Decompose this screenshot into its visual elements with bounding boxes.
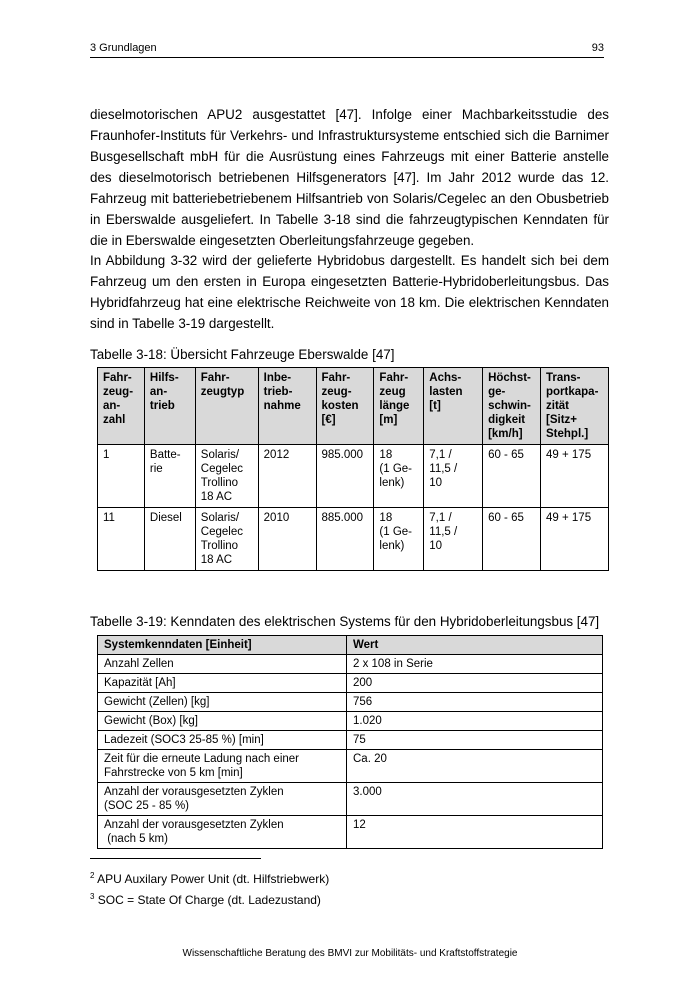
electrical-system-table	[97, 635, 603, 849]
table-row	[98, 712, 603, 731]
table-cell: 3.000	[347, 783, 603, 816]
chapter-title: 3 Grundlagen	[90, 42, 157, 54]
table-row	[98, 655, 603, 674]
table1-header-cell: Inbe- trieb- nahme	[258, 368, 316, 445]
table-cell: Batte- rie	[144, 445, 195, 508]
table-cell: 60 - 65	[483, 445, 541, 508]
table-cell: Kapazität [Ah]	[98, 674, 347, 693]
table-cell: 60 - 65	[483, 508, 541, 571]
footnote-3	[90, 893, 321, 907]
table-row	[98, 508, 609, 571]
table-row	[98, 750, 603, 783]
footnote-mark: 3	[90, 892, 95, 901]
table2-header-row	[98, 636, 603, 655]
table-cell: 11	[98, 508, 145, 571]
table1-header-cell: Fahr- zeug- an- zahl	[98, 368, 145, 445]
table1-caption: Tabelle 3-18: Übersicht Fahrzeuge Eberswalde [47]	[90, 347, 395, 362]
table-row	[98, 445, 609, 508]
table-row	[98, 693, 603, 712]
table-cell: Diesel	[144, 508, 195, 571]
table1-header-cell: Fahr- zeug- kosten [€]	[316, 368, 374, 445]
footnote-text: SOC = State Of Charge (dt. Ladezustand)	[97, 893, 321, 907]
footnote-text: APU Auxilary Power Unit (dt. Hilfstriebwerk)	[97, 872, 330, 886]
table1-header-cell: Trans- portkapa- zität [Sitz+ Stehpl.]	[541, 368, 609, 445]
page-number: 93	[591, 42, 604, 54]
table-cell: Solaris/ Cegelec Trollino 18 AC	[195, 445, 258, 508]
table-cell: 75	[347, 731, 603, 750]
table-cell: 2010	[258, 508, 316, 571]
table-cell: 7,1 / 11,5 / 10	[424, 445, 483, 508]
table1-header-cell: Hilfs- an- trieb	[144, 368, 195, 445]
table1-header-cell: Höchst- ge- schwin- digkeit [km/h]	[483, 368, 541, 445]
table-cell: Ladezeit (SOC3 25-85 %) [min]	[98, 731, 347, 750]
table-cell: Anzahl der vorausgesetzten Zyklen (nach 5 km)	[98, 816, 347, 849]
table-cell: Zeit für die erneute Ladung nach einer Fahrstrecke von 5 km [min]	[98, 750, 347, 783]
table1-header-cell: Fahr- zeug länge [m]	[374, 368, 424, 445]
table-cell: 49 + 175	[541, 445, 609, 508]
table-row	[98, 816, 603, 849]
table1-header-row	[98, 368, 609, 445]
table-cell: 18 (1 Ge- lenk)	[374, 445, 424, 508]
table-cell: Gewicht (Zellen) [kg]	[98, 693, 347, 712]
footnote-separator	[90, 858, 261, 859]
table2-header-cell: Systemkenndaten [Einheit]	[98, 636, 347, 655]
table-row	[98, 731, 603, 750]
table-cell: 885.000	[316, 508, 374, 571]
table-cell: 1.020	[347, 712, 603, 731]
table-row	[98, 674, 603, 693]
table-cell: 12	[347, 816, 603, 849]
table-cell: 200	[347, 674, 603, 693]
table-cell: 2 x 108 in Serie	[347, 655, 603, 674]
footnote-mark: 2	[90, 871, 95, 880]
page-footer: Wissenschaftliche Beratung des BMVI zur Mobilitäts- und Kraftstoffstrategie	[182, 948, 518, 959]
table-cell: 2012	[258, 445, 316, 508]
table2-caption: Tabelle 3-19: Kenndaten des elektrischen Systems für den Hybridoberleitungsbus [47]	[90, 614, 600, 629]
table-cell: Solaris/ Cegelec Trollino 18 AC	[195, 508, 258, 571]
table-row	[98, 783, 603, 816]
footnote-2	[90, 872, 329, 886]
table-cell: Gewicht (Box) [kg]	[98, 712, 347, 731]
page-header	[90, 42, 604, 58]
table1-header-cell: Achs- lasten [t]	[424, 368, 483, 445]
vehicle-overview-table	[97, 367, 609, 571]
table2-header-cell: Wert	[347, 636, 603, 655]
table-cell: 7,1 / 11,5 / 10	[424, 508, 483, 571]
table-cell: 756	[347, 693, 603, 712]
table-cell: Ca. 20	[347, 750, 603, 783]
table1-header-cell: Fahr- zeugtyp	[195, 368, 258, 445]
paragraph-2-text: In Abbildung 3-32 wird der gelieferte Hybridobus dargestellt. Es handelt sich bei dem Fahrzeug um den ersten in Europa eingesetzten Batterie-Hybridoberleitungsbus. Das Hybridfahrzeug hat eine elektrische Reichweite von 18 km. Die elektrischen Kenndaten sind in Tabelle 3-19 dargestellt.	[90, 253, 609, 331]
table-cell: 985.000	[316, 445, 374, 508]
table-cell: Anzahl der vorausgesetzten Zyklen (SOC 25 - 85 %)	[98, 783, 347, 816]
paragraph-1	[90, 104, 609, 251]
table-cell: 18 (1 Ge- lenk)	[374, 508, 424, 571]
paragraph-1-text: dieselmotorischen APU2 ausgestattet [47]. Infolge einer Machbarkeitsstudie des Fraunhofer-Instituts für Verkehrs- und Infrastruktursysteme entschied sich die Barnimer Busgesellschaft mbH für die Ausrüstung eines Fahrzeugs mit einer Batterie anstelle des dieselmotorisch betriebenen Hilfsgenerators [47]. Im Jahr 2012 wurde das 12. Fahrzeug mit batteriebetriebenem Hilfsantrieb von Solaris/Cegelec an den Obusbetrieb in Eberswalde ausgeliefert. In Tabelle 3-18 sind die fahrzeugtypischen Kenndaten für die in Eberswalde eingesetzten Oberleitungsfahrzeuge gegeben.	[90, 107, 609, 248]
table-cell: 49 + 175	[541, 508, 609, 571]
paragraph-2	[90, 250, 609, 334]
table-cell: 1	[98, 445, 145, 508]
table-cell: Anzahl Zellen	[98, 655, 347, 674]
